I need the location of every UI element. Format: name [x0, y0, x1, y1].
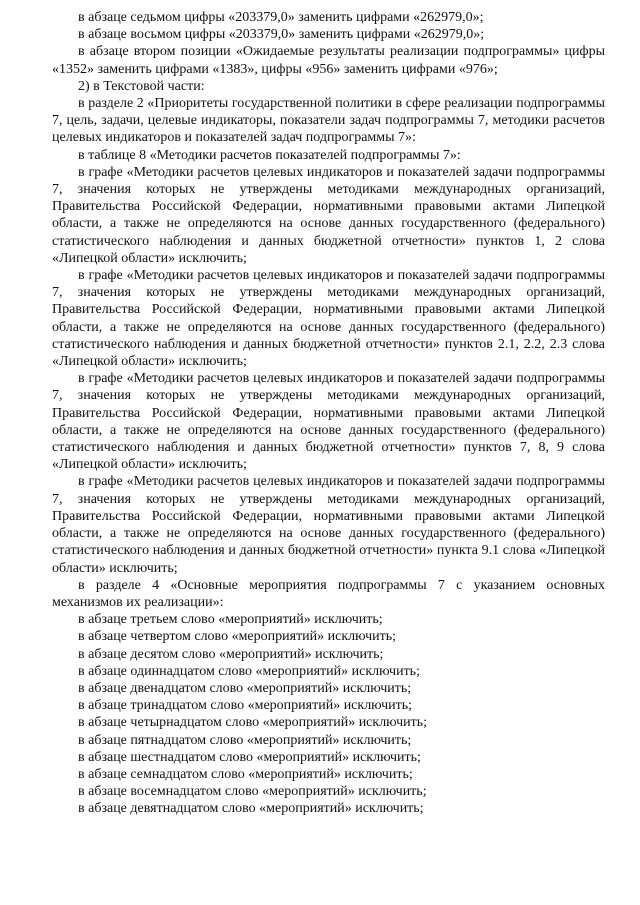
- paragraph: в абзаце четырнадцатом слово «мероприятий» исключить;: [78, 715, 428, 731]
- paragraph: в абзаце пятнадцатом слово «мероприятий» исключить;: [78, 732, 412, 748]
- paragraph: в абзаце двенадцатом слово «мероприятий» исключить;: [78, 680, 412, 696]
- paragraph: в графе «Методики расчетов целевых индикаторов и показателей задачи подпрограммы 7, значения которых не утверждены методиками международных организаций, Правительства Российской Федерации, нормативными правовыми актами Липецкой области, а также не определяются на основе данных государственного (федерального) статистического наблюдения и данных бюджетной отчетности» пунктов 2.1, 2.2, 2.3 слова «Липецкой области» исключить;: [52, 268, 605, 370]
- paragraph: в графе «Методики расчетов целевых индикаторов и показателей задачи подпрограммы 7, значения которых не утверждены методиками международных организаций, Правительства Российской Федерации, нормативными правовыми актами Липецкой области, а также не определяются на основе данных государственного (федерального) статистического наблюдения и данных бюджетной отчетности» пунктов 7, 8, 9 слова «Липецкой области» исключить;: [52, 371, 605, 473]
- paragraph: в абзаце седьмом цифры «203379,0» заменить цифрами «262979,0»;: [78, 10, 484, 25]
- paragraph: в абзаце семнадцатом слово «мероприятий» исключить;: [78, 766, 413, 782]
- paragraph: в разделе 2 «Приоритеты государственной политики в сфере реализации подпрограммы 7, цель, задачи, целевые индикаторы, показатели задач подпрограммы 7, методики расчетов целевых индикаторов и показателей задач подпрограммы 7»:: [52, 96, 605, 146]
- paragraph: в разделе 4 «Основные мероприятия подпрограммы 7 с указанием основных механизмов их реализации»:: [52, 577, 605, 610]
- paragraph: в абзаце девятнадцатом слово «мероприятий» исключить;: [78, 801, 424, 817]
- paragraph: в абзаце десятом слово «мероприятий» исключить;: [78, 646, 384, 662]
- paragraph: в графе «Методики расчетов целевых индикаторов и показателей задачи подпрограммы 7, значения которых не утверждены методиками международных организаций, Правительства Российской Федерации, нормативными правовыми актами Липецкой области, а также не определяются на основе данных государственного (федерального) статистического наблюдения и данных бюджетной отчетности» пунктов 1, 2 слова «Липецкой области» исключить;: [52, 164, 605, 266]
- paragraph: в абзаце восемнадцатом слово «мероприятий» исключить;: [78, 784, 427, 800]
- paragraph: в абзаце шестнадцатом слово «мероприятий» исключить;: [78, 749, 421, 765]
- paragraph: в абзаце одиннадцатом слово «мероприятий» исключить;: [78, 663, 420, 679]
- paragraph: в абзаце третьем слово «мероприятий» исключить;: [78, 612, 383, 628]
- paragraph: в абзаце четвертом слово «мероприятий» исключить;: [78, 629, 397, 645]
- paragraph: в таблице 8 «Методики расчетов показателей подпрограммы 7»:: [78, 147, 461, 163]
- paragraph: в абзаце восьмом цифры «203379,0» заменить цифрами «262979,0»;: [78, 27, 485, 43]
- document-page: [52, 9, 605, 818]
- paragraph: в абзаце тринадцатом слово «мероприятий» исключить;: [78, 698, 413, 714]
- paragraph: 2) в Текстовой части:: [78, 78, 205, 94]
- paragraph: в абзаце втором позиции «Ожидаемые результаты реализации подпрограммы» цифры «1352» заменить цифрами «1383», цифры «956» заменить цифрами «976»;: [52, 44, 605, 77]
- paragraph: в графе «Методики расчетов целевых индикаторов и показателей задачи подпрограммы 7, значения которых не утверждены методиками международных организаций, Правительства Российской Федерации, нормативными правовыми актами Липецкой области, а также не определяются на основе данных государственного (федерального) статистического наблюдения и данных бюджетной отчетности» пункта 9.1 слова «Липецкой области» исключить;: [52, 474, 605, 576]
